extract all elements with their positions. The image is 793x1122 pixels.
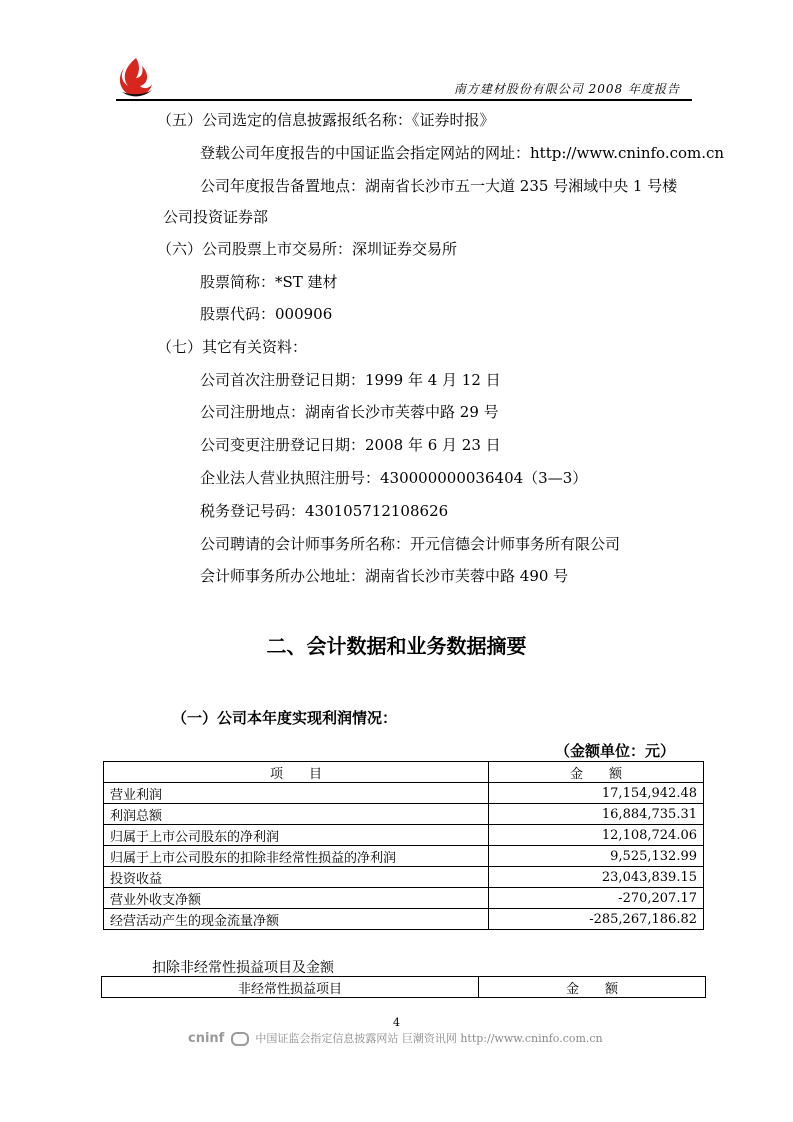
footer-watermark [188,1030,603,1046]
other-info-heading: （七）其它有关资料： [157,338,308,356]
table-row [104,888,704,909]
nonrecurring-table [101,976,706,998]
page-number: 4 [393,1016,400,1029]
tax-number-line: 税务登记号码：430105712108626 [200,502,449,520]
footer-logo-icon [231,1032,249,1046]
stock-abbr-line: 股票简称：*ST 建材 [200,273,338,291]
footer-brand: cninf [188,1031,225,1046]
table-row [104,804,704,825]
row-amount: 23,043,839.15 [489,867,704,888]
report-header-title: 南方建材股份有限公司 2008 年度报告 [453,82,680,96]
section-subtitle: （一）公司本年度实现利润情况： [172,709,398,727]
footer-text: 中国证监会指定信息披露网站 巨潮资讯网 http://www.cninfo.com.cn [255,1032,603,1045]
table-row [104,825,704,846]
table-row [104,909,704,930]
stock-code-line: 股票代码：000906 [200,305,333,323]
nonrecurring-item-header: 非经常性损益项目 [102,977,479,998]
auditor-address-line: 会计师事务所办公地址：湖南省长沙市芙蓉中路 490 号 [200,567,569,585]
header-divider [116,99,692,101]
business-license-line: 企业法人营业执照注册号：430000000036404（3—3） [200,469,588,487]
row-label: 归属于上市公司股东的扣除非经常性损益的净利润 [104,846,489,867]
change-registration-line: 公司变更注册登记日期：2008 年 6 月 23 日 [200,436,501,454]
nonrecurring-title: 扣除非经常性损益项目及金额 [152,960,334,976]
profit-table [103,761,704,930]
row-amount: 9,525,132.99 [489,846,704,867]
row-label: 经营活动产生的现金流量净额 [104,909,489,930]
amount-column-header: 金 额 [489,762,704,783]
table-row [104,783,704,804]
auditor-name-line: 公司聘请的会计师事务所名称：开元信德会计师事务所有限公司 [200,535,621,553]
registered-address-line: 公司注册地点：湖南省长沙市芙蓉中路 29 号 [200,403,499,421]
amount-unit-note: （金额单位：元） [555,742,676,760]
report-location-line: 公司年度报告备置地点：湖南省长沙市五一大道 235 号湘域中央 1 号楼 [200,177,678,195]
company-logo-icon [116,56,156,100]
table-row [104,846,704,867]
item-column-header: 项 目 [104,762,489,783]
exchange-line: （六）公司股票上市交易所：深圳证券交易所 [157,240,458,258]
row-amount: 17,154,942.48 [489,783,704,804]
table-header-row [102,977,706,998]
section-title: 二、会计数据和业务数据摘要 [266,634,527,658]
row-amount: 16,884,735.31 [489,804,704,825]
row-amount: 12,108,724.06 [489,825,704,846]
first-registration-line: 公司首次注册登记日期：1999 年 4 月 12 日 [200,371,501,389]
report-location-cont: 公司投资证券部 [163,208,269,226]
row-amount: -285,267,186.82 [489,909,704,930]
row-label: 归属于上市公司股东的净利润 [104,825,489,846]
newspaper-line: （五）公司选定的信息披露报纸名称：《证券时报》 [157,111,495,129]
website-line: 登载公司年度报告的中国证监会指定网站的网址：http://www.cninfo.com.cn [200,144,725,162]
row-label: 投资收益 [104,867,489,888]
row-label: 利润总额 [104,804,489,825]
row-amount: -270,207.17 [489,888,704,909]
row-label: 营业利润 [104,783,489,804]
table-row [104,867,704,888]
row-label: 营业外收支净额 [104,888,489,909]
nonrecurring-amount-header: 金 额 [479,977,706,998]
table-header-row [104,762,704,783]
